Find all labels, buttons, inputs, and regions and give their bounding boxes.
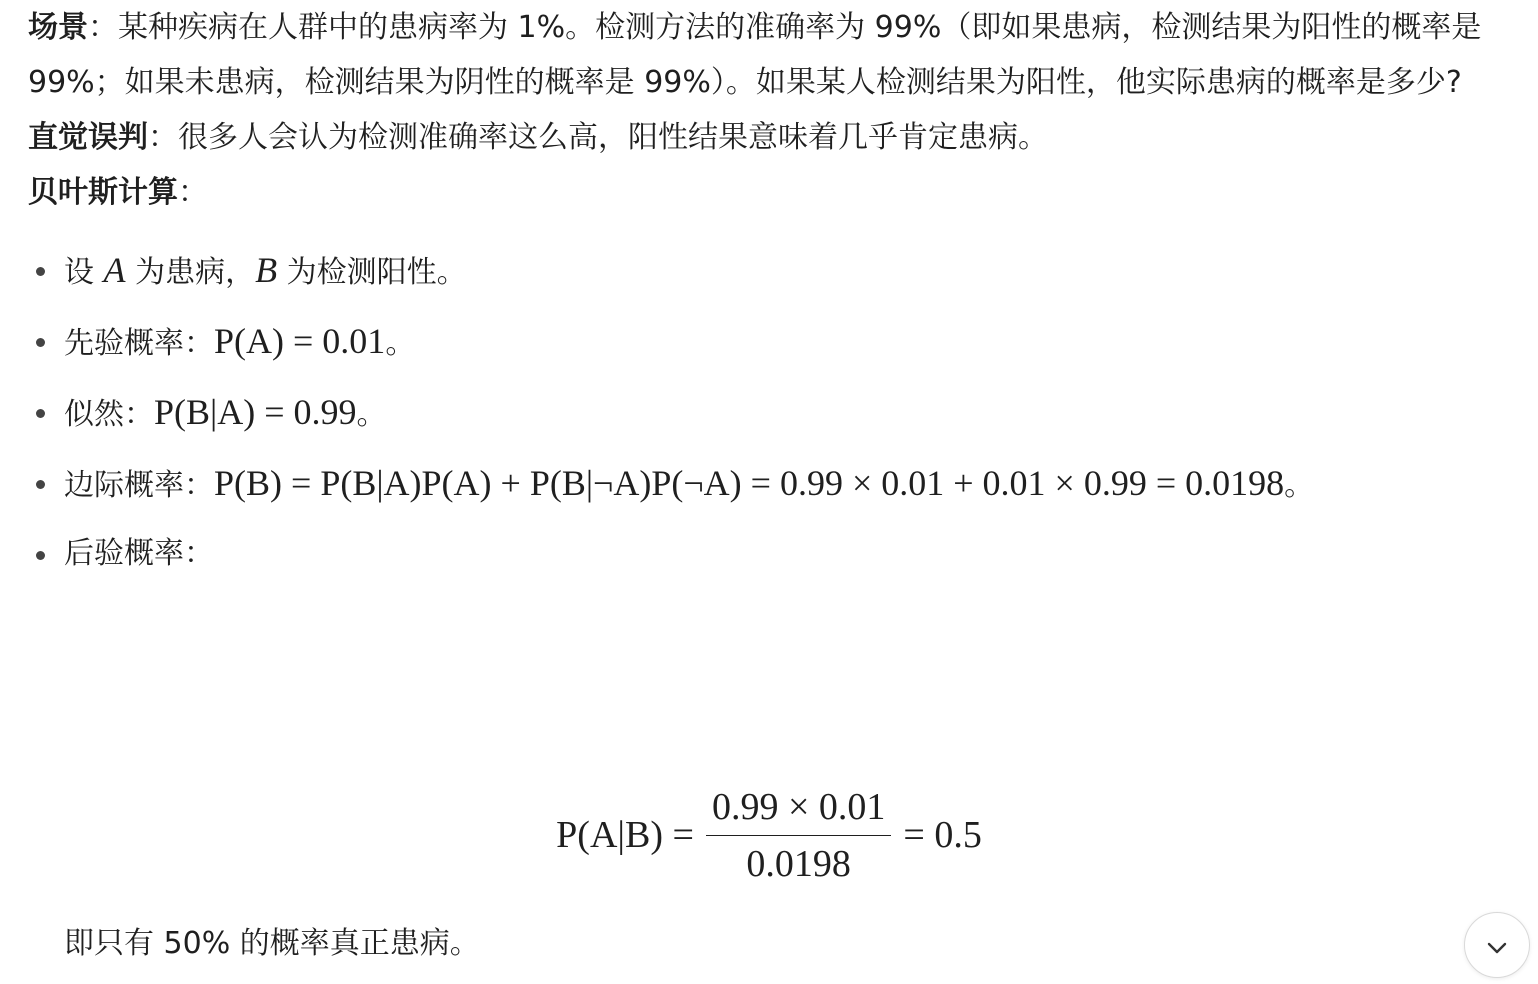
intuition-label: 直觉误判 (28, 120, 148, 155)
marginal-formula: P(B) = P(B|A)P(A) + P(B|¬A)P(¬A) = 0.99 × 0.01 + 0.01 × 0.99 = 0.0198 (214, 463, 1285, 503)
formula-lhs: P(A|B) = (556, 814, 694, 856)
list-item (28, 526, 1518, 582)
calculation-steps-list (28, 242, 1518, 582)
list-item (28, 384, 1518, 443)
intuition-text: ：很多人会认为检测准确率这么高，阳性结果意味着几乎肯定患病。 (148, 120, 1048, 155)
formula-fraction (706, 785, 891, 886)
step-text: 设 (64, 255, 104, 290)
step-end: 。 (1284, 468, 1315, 503)
fraction-numerator: 0.99 × 0.01 (706, 785, 891, 836)
step-label: 先验概率： (64, 326, 214, 361)
step-end: 。 (356, 397, 387, 432)
fraction-denominator: 0.0198 (746, 842, 851, 885)
bayes-colon: ： (178, 175, 208, 210)
message-content (28, 0, 1518, 594)
bayes-heading (28, 165, 1518, 220)
step-text: 为患病， (125, 255, 256, 290)
prior-formula: P(A) = 0.01 (214, 321, 386, 361)
scroll-down-button[interactable] (1464, 912, 1530, 978)
posterior-display-formula (0, 785, 1538, 885)
likelihood-formula: P(B|A) = 0.99 (154, 392, 357, 432)
list-item (28, 455, 1518, 514)
list-item (28, 313, 1518, 372)
step-label: 边际概率： (64, 468, 214, 503)
intuition-paragraph (28, 110, 1518, 165)
formula-rhs: = 0.5 (903, 814, 982, 856)
step-end: 。 (385, 326, 416, 361)
step-label: 后验概率： (64, 536, 214, 571)
scenario-text: ：某种疾病在人群中的患病率为 1%。检测方法的准确率为 99%（即如果患病，检测结果为阳性的概率是 99%；如果未患病，检测结果为阴性的概率是 99%）。如果某人检测结果为阳性，他实际患病的概率是多少? (28, 10, 1482, 100)
step-label: 似然： (64, 397, 154, 432)
scenario-paragraph (28, 0, 1518, 110)
math-var-b: B (255, 250, 278, 290)
bayes-label: 贝叶斯计算 (28, 175, 178, 210)
list-item (28, 242, 1518, 301)
scenario-label: 场景 (28, 10, 88, 45)
math-var-a: A (103, 250, 126, 290)
chevron-down-icon (1486, 928, 1508, 963)
step-text: 为检测阳性。 (277, 255, 467, 290)
conclusion-text: 即只有 50% 的概率真正患病。 (64, 926, 480, 961)
